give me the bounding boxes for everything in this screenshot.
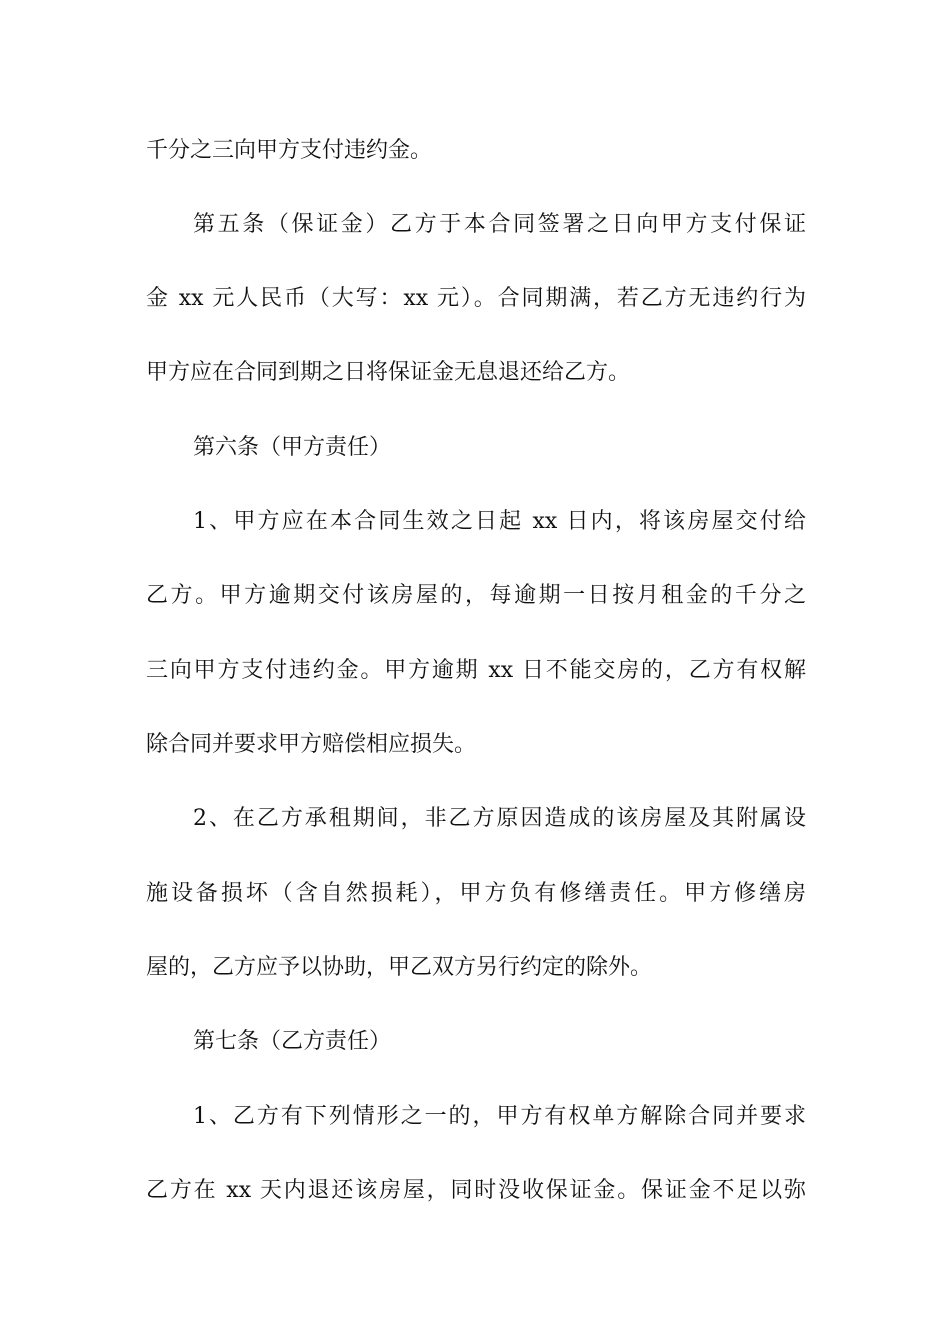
article-7-heading: 第七条（乙方责任） bbox=[193, 1029, 392, 1054]
paragraph-line: 千分之三向甲方支付违约金。 bbox=[146, 138, 433, 163]
paragraph-line: 屋的，乙方应予以协助，甲乙双方另行约定的除外。 bbox=[146, 955, 653, 980]
clause-line: 1、乙方有下列情形之一的，甲方有权单方解除合同并要求 bbox=[193, 1104, 806, 1129]
article-6-heading: 第六条（甲方责任） bbox=[193, 435, 392, 460]
paragraph-line: 乙方在 xx 天内退还该房屋，同时没收保证金。保证金不足以弥 bbox=[146, 1178, 806, 1203]
clause-line: 2、在乙方承租期间，非乙方原因造成的该房屋及其附属设 bbox=[193, 806, 806, 831]
paragraph-line: 乙方。甲方逾期交付该房屋的，每逾期一日按月租金的千分之 bbox=[146, 583, 806, 608]
paragraph-line: 除合同并要求甲方赔偿相应损失。 bbox=[146, 732, 477, 757]
paragraph-line: 甲方应在合同到期之日将保证金无息退还给乙方。 bbox=[146, 360, 631, 385]
paragraph-line: 金 xx 元人民币（大写：xx 元）。合同期满，若乙方无违约行为 bbox=[146, 286, 806, 311]
article-5-heading-line: 第五条（保证金）乙方于本合同签署之日向甲方支付保证 bbox=[193, 212, 806, 237]
paragraph-line: 施设备损坏（含自然损耗），甲方负有修缮责任。甲方修缮房 bbox=[146, 881, 806, 906]
clause-line: 1、甲方应在本合同生效之日起 xx 日内，将该房屋交付给 bbox=[193, 509, 806, 534]
paragraph-line: 三向甲方支付违约金。甲方逾期 xx 日不能交房的，乙方有权解 bbox=[146, 658, 806, 683]
